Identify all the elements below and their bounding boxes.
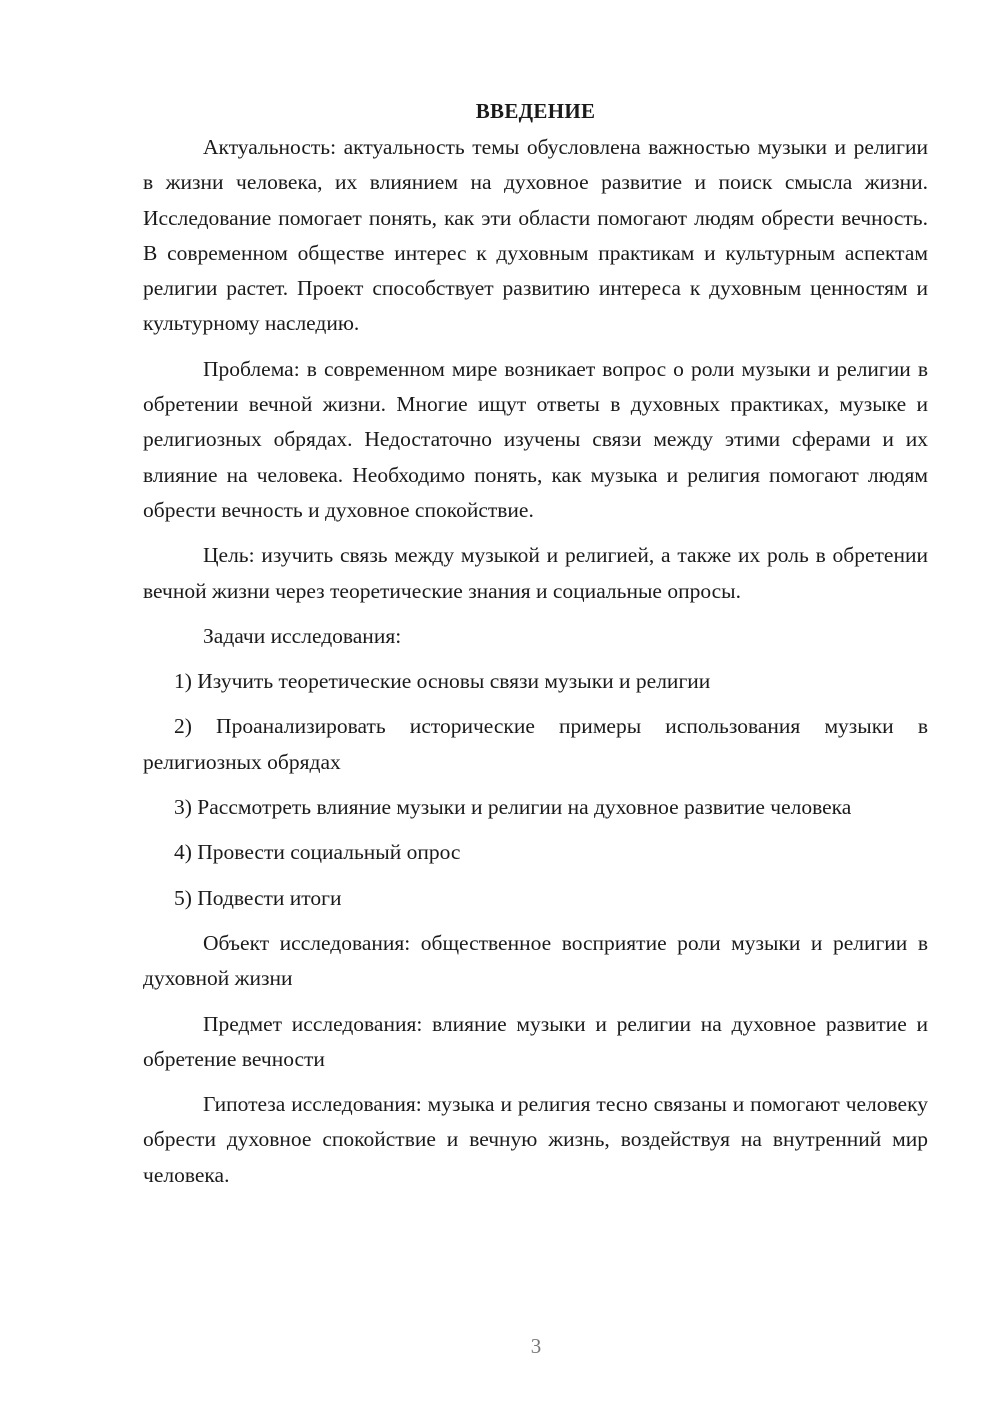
tasks-heading: Задачи исследования: <box>203 623 402 648</box>
task-item-5: 5) Подвести итоги <box>174 885 342 910</box>
paragraph-object: Объект исследования: общественное восприятие роли музыки и религии в духовной жизни <box>143 930 928 991</box>
paragraph-problem: Проблема: в современном мире возникает вопрос о роли музыки и религии в обретении вечной жизни. Многие ищут ответы в духовных практиках, музыке и религиозных обрядах. Недостаточно изучены связи между этими сферами и их влияние на человека. Необходимо понять, как музыка и религия помогают людям обрести вечность и духовное спокойствие. <box>143 356 928 522</box>
task-item-4: 4) Провести социальный опрос <box>174 840 461 865</box>
document-page <box>143 96 928 1193</box>
paragraph-goal: Цель: изучить связь между музыкой и религией, а также их роль в обретении вечной жизни через теоретические знания и социальные опросы. <box>143 543 928 603</box>
paragraph-subject: Предмет исследования: влияние музыки и религии на духовное развитие и обретение вечности <box>143 1011 928 1071</box>
page-title: ВВЕДЕНИЕ <box>475 99 596 123</box>
page-number: 3 <box>530 1334 542 1358</box>
task-item-3: 3) Рассмотреть влияние музыки и религии на духовное развитие человека <box>174 795 852 820</box>
paragraph-hypothesis: Гипотеза исследования: музыка и религия тесно связаны и помогают человеку обрести духовное спокойствие и вечную жизнь, воздействуя на внутренний мир человека. <box>143 1092 928 1187</box>
paragraph-relevance: Актуальность: актуальность темы обусловлена важностью музыки и религии в жизни человека, их влиянием на духовное развитие и поиск смысла жизни. Исследование помогает понять, как эти области помогают людям обрести вечность. В современном обществе интерес к духовным практикам и культурным аспектам религии растет. Проект способствует развитию интереса к духовным ценностям и культурному наследию. <box>143 135 928 336</box>
task-item-1: 1) Изучить теоретические основы связи музыки и религии <box>174 669 711 694</box>
task-item-2: 2) Проанализировать исторические примеры использования музыки в религиозных обрядах <box>143 714 928 774</box>
